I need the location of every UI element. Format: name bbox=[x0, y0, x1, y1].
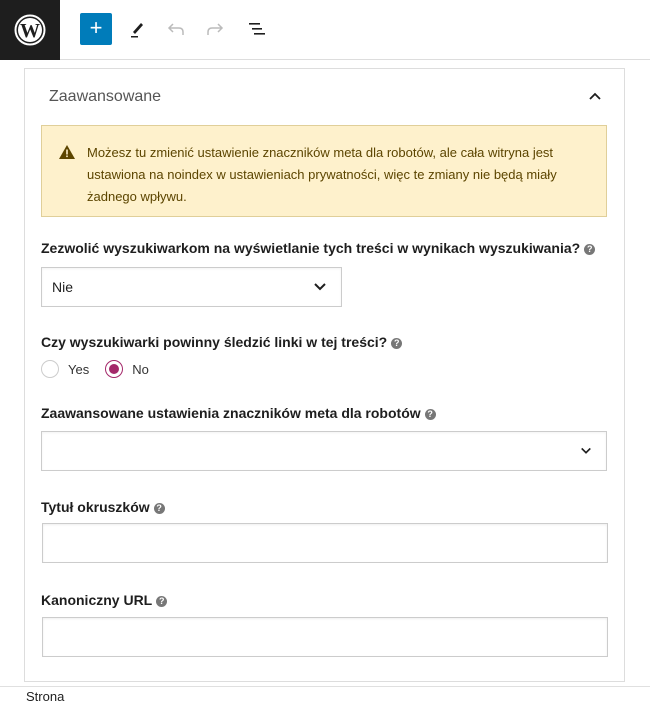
noindex-warning-notice bbox=[41, 125, 607, 217]
help-icon[interactable]: ? bbox=[425, 409, 436, 420]
list-view-icon bbox=[247, 19, 267, 39]
search-visibility-select[interactable] bbox=[41, 267, 342, 307]
meta-robots-label bbox=[41, 405, 436, 421]
help-icon[interactable]: ? bbox=[156, 596, 167, 607]
follow-links-label bbox=[41, 334, 402, 350]
label-text: Zaawansowane ustawienia znaczników meta dla robotów bbox=[41, 405, 421, 421]
radio-yes[interactable] bbox=[41, 360, 59, 378]
breadcrumb-title-input[interactable] bbox=[42, 523, 608, 563]
follow-links-radio-group bbox=[41, 360, 149, 378]
redo-button[interactable] bbox=[202, 16, 228, 42]
edit-tool-button[interactable] bbox=[124, 16, 150, 42]
label-text: Czy wyszukiwarki powinny śledzić linki w tej treści? bbox=[41, 334, 388, 350]
radio-no[interactable] bbox=[105, 360, 123, 378]
chevron-down-icon bbox=[580, 445, 592, 457]
document-outline-button[interactable] bbox=[244, 16, 270, 42]
breadcrumb-title-label bbox=[41, 499, 165, 515]
chevron-down-icon bbox=[313, 280, 327, 294]
redo-icon bbox=[205, 19, 225, 39]
pencil-icon bbox=[127, 19, 147, 39]
help-icon[interactable]: ? bbox=[391, 338, 402, 349]
wordpress-logo-button[interactable] bbox=[0, 0, 60, 60]
undo-icon bbox=[166, 19, 186, 39]
search-visibility-label bbox=[41, 240, 595, 256]
selected-value: Nie bbox=[52, 279, 74, 295]
help-icon[interactable]: ? bbox=[154, 503, 165, 514]
label-text: Tytuł okruszków bbox=[41, 499, 150, 515]
meta-robots-select[interactable] bbox=[41, 431, 607, 471]
label-text: Zezwolić wyszukiwarkom na wyświetlanie tych treści w wynikach wyszukiwania? bbox=[41, 240, 581, 256]
chevron-up-icon bbox=[586, 88, 604, 106]
panel-title[interactable]: Zaawansowane bbox=[49, 88, 162, 105]
top-toolbar bbox=[0, 0, 650, 60]
help-icon[interactable]: ? bbox=[584, 244, 595, 255]
wordpress-icon bbox=[14, 14, 46, 46]
warning-icon bbox=[59, 145, 75, 159]
undo-button[interactable] bbox=[163, 16, 189, 42]
radio-no-label[interactable]: No bbox=[132, 361, 149, 377]
footer-breadcrumb bbox=[0, 686, 650, 704]
canonical-url-input[interactable] bbox=[42, 617, 608, 657]
collapse-panel-button[interactable] bbox=[586, 88, 604, 111]
notice-text: Możesz tu zmienić ustawienie znaczników meta dla robotów, ale cała witryna jest ustawiona na noindex w ustawieniach prywatności, więc te zmiany nie będą miały żadnego wpływu. bbox=[87, 145, 557, 204]
label-text: Kanoniczny URL bbox=[41, 592, 153, 608]
add-block-button[interactable]: + bbox=[80, 13, 112, 45]
breadcrumb-item-page[interactable]: Strona bbox=[26, 689, 65, 704]
radio-yes-label[interactable]: Yes bbox=[68, 361, 90, 377]
svg-text:W: W bbox=[20, 20, 40, 42]
canonical-url-label bbox=[41, 592, 167, 608]
